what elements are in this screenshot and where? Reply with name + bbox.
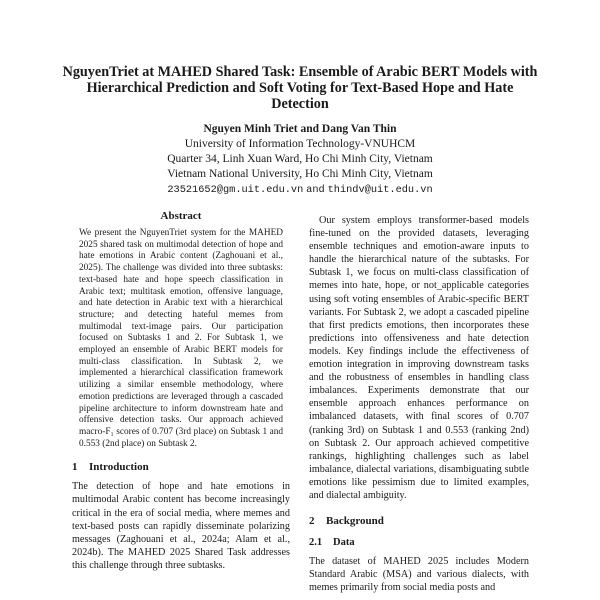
paper-title: NguyenTriet at MAHED Shared Task: Ensemble of Arabic BERT Models with Hierarchical Prediction and Soft Voting for Text-Based Hope and Hate Detection	[62, 64, 538, 112]
subsection-data-heading	[309, 536, 529, 550]
email-1[interactable]: 23521652@gm.uit.edu.vn	[167, 184, 304, 196]
affiliation-2: Vietnam National University, Ho Chi Minh City, Vietnam	[167, 168, 433, 180]
data-section-text: The dataset of MAHED 2025 includes Modern Standard Arabic (MSA) and various dialects, with memes primarily from social media posts and	[309, 556, 529, 594]
email-join: and	[306, 184, 325, 196]
author-names: Nguyen Minh Triet and Dang Van Thin	[203, 123, 397, 135]
affiliation-1: University of Information Technology-VNUHCM	[184, 138, 416, 150]
abstract-text: We present the NguyenTriet system for the MAHED 2025 shared task on multimodal detection of hope and hate emotions in Arabic content (Zaghouani et al., 2025). The challenge was divided into three subtasks: text-based hate and hope speech classification in Arabic text; multitask emotion, offensive language, and hate detection in Arabic text with a hierarchical structure; and detecting hateful memes from multimodal text-image pairs. Our participation focused on Subtasks 1 and 2. For Subtask 1, we employed an ensemble of Arabic BERT models for multi-class classification. In Subtask 2, we implemented a hierarchical classification framework utilizing a similar ensemble methodology, where emotion predictions are leveraged through a cascaded pipeline architecture to inform downstream hate and offensive detection tasks. Our approach achieved macro-F₁ scores of 0.707 (3rd place) on Subtask 1 and 0.553 (2nd place) on Subtask 2.	[79, 228, 283, 449]
subsection-number: 2.1	[309, 537, 323, 549]
section-number: 1	[72, 461, 78, 474]
introduction-text: The detection of hope and hate emotions in multimodal Arabic content has become increasingly critical in the era of social media, where memes and text-based posts can rapidly disseminate polarizing messages (Zaghouani et al., 2024a; Alam et al., 2024b). The MAHED 2025 Shared Task addresses this challenge through three subtasks.	[72, 481, 290, 571]
right-column	[309, 209, 529, 594]
author-emails	[100, 182, 500, 198]
intro-paragraph-2: Our system employs transformer-based models fine-tuned on the provided datasets, leveraging ensemble techniques and emotion-aware inputs to handle the hierarchical nature of the subtasks. For Subtask 1, we focus on multi-class classification of memes into hate, hope, or not_applicable categories using soft voting ensembles of Arabic-specific BERT variants. For Subtask 2, we adopt a cascaded pipeline that first predicts emotions, then incorporates these predictions into offensiveness and hate detection models. Key findings include the effectiveness of emotion integration in improving downstream tasks and the robustness of ensembles in handling class imbalances. Experiments demonstrate that our ensemble approach enhances performance on imbalanced datasets, with final scores of 0.707 (ranking 3rd) on Subtask 1 and 0.553 (ranking 2nd) on Subtask 2. Our approach achieved competitive rankings, highlighting challenges such as label imbalance, dialectal variations, disambiguating subtle emotions like pessimism due to limited examples, and dialectal ambiguity.	[309, 215, 529, 501]
section-introduction-heading	[72, 460, 290, 474]
email-2[interactable]: thindv@uit.edu.vn	[327, 184, 433, 196]
abstract-heading: Abstract	[160, 210, 202, 222]
author-block	[100, 122, 500, 198]
section-background-heading	[309, 514, 529, 528]
section-title: Introduction	[89, 461, 149, 474]
section-number: 2	[309, 515, 315, 528]
subsection-title: Data	[333, 537, 355, 549]
left-column	[72, 209, 290, 572]
address-1: Quarter 34, Linh Xuan Ward, Ho Chi Minh City, Vietnam	[167, 153, 433, 165]
section-title: Background	[326, 515, 384, 528]
